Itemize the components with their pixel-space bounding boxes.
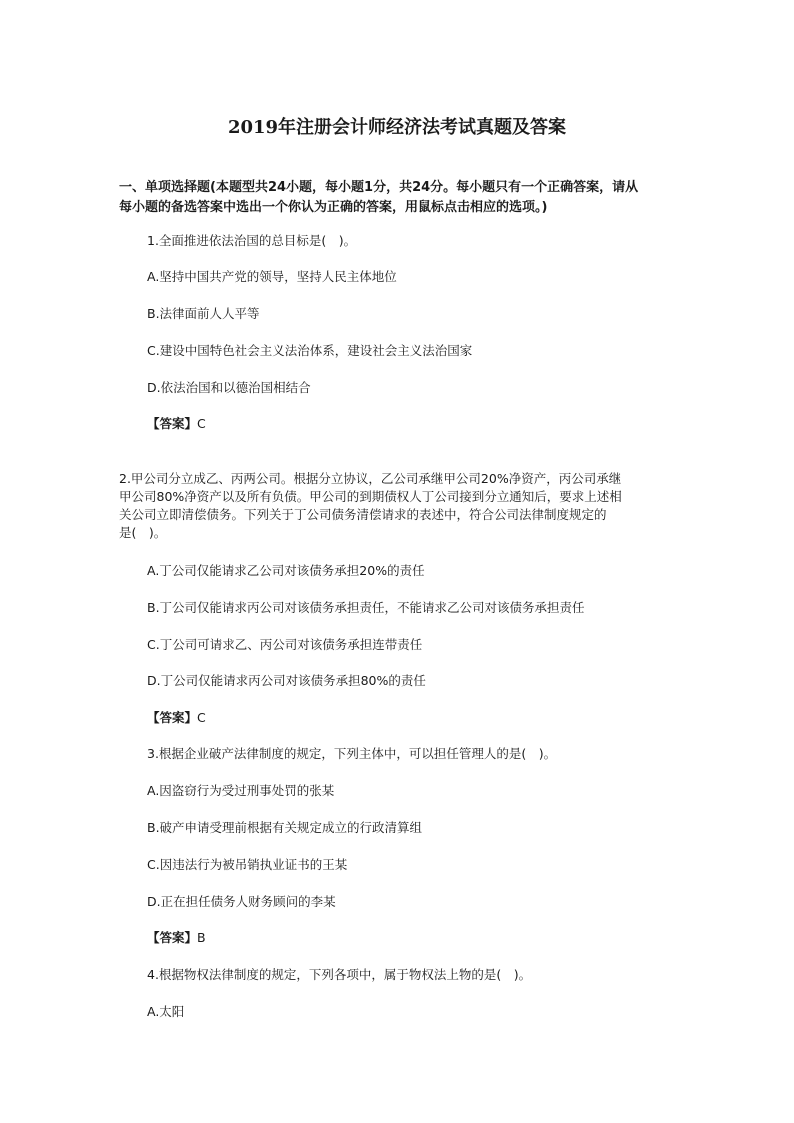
question-1-option-b: B.法律面前人人平等 [147,306,260,321]
answer-value: B [197,930,206,945]
question-2-option-c: C.丁公司可请求乙、丙公司对该债务承担连带责任 [147,637,423,652]
question-2-option-b: B.丁公司仅能请求丙公司对该债务承担责任，不能请求乙公司对该债务承担责任 [147,600,585,615]
question-2-option-a: A.丁公司仅能请求乙公司对该债务承担20%的责任 [147,563,425,578]
question-1-option-d: D.依法治国和以德治国相结合 [147,380,311,395]
answer-value: C [197,710,206,725]
question-1-option-c: C.建设中国特色社会主义法治体系，建设社会主义法治国家 [147,343,473,358]
answer-label: 【答案】 [147,710,198,725]
question-1-answer [147,415,206,433]
section-heading-line-2: 每小题的备选答案中选出一个你认为正确的答案，用鼠标点击相应的选项。) [119,200,548,215]
question-1-option-a: A.坚持中国共产党的领导，坚持人民主体地位 [147,269,397,284]
document-title: 2019年注册会计师经济法考试真题及答案 [227,117,567,138]
question-4-option-a: A.太阳 [147,1004,185,1019]
question-2-stem-line-1: 2.甲公司分立成乙、丙两公司。根据分立协议，乙公司承继甲公司20%净资产，丙公司承继 [119,471,622,486]
question-3-option-d: D.正在担任债务人财务顾问的李某 [147,894,336,909]
question-2-stem-line-3: 关公司立即清偿债务。下列关于丁公司债务清偿请求的表述中，符合公司法律制度规定的 [119,507,607,522]
section-heading [119,178,679,218]
question-1-stem: 1.全面推进依法治国的总目标是( )。 [147,233,357,248]
question-3-answer [147,929,206,947]
question-3-option-b: B.破产申请受理前根据有关规定成立的行政清算组 [147,820,423,835]
question-2-option-d: D.丁公司仅能请求丙公司对该债务承担80%的责任 [147,673,426,688]
answer-label: 【答案】 [147,416,198,431]
section-heading-line-1: 一、单项选择题(本题型共24小题，每小题1分，共24分。每小题只有一个正确答案，请从 [119,180,639,195]
question-3-stem: 3.根据企业破产法律制度的规定，下列主体中，可以担任管理人的是( )。 [147,746,557,761]
question-3-option-c: C.因违法行为被吊销执业证书的王某 [147,857,348,872]
question-2-stem [119,470,679,542]
question-2-stem-line-4: 是( )。 [119,525,167,540]
question-3-option-a: A.因盗窃行为受过刑事处罚的张某 [147,783,335,798]
question-2-stem-line-2: 甲公司80%净资产以及所有负债。甲公司的到期债权人丁公司接到分立通知后，要求上述相 [119,489,622,504]
question-4-stem: 4.根据物权法律制度的规定，下列各项中，属于物权法上物的是( )。 [147,967,532,982]
answer-label: 【答案】 [147,930,198,945]
answer-value: C [197,416,206,431]
question-2-answer [147,709,206,727]
